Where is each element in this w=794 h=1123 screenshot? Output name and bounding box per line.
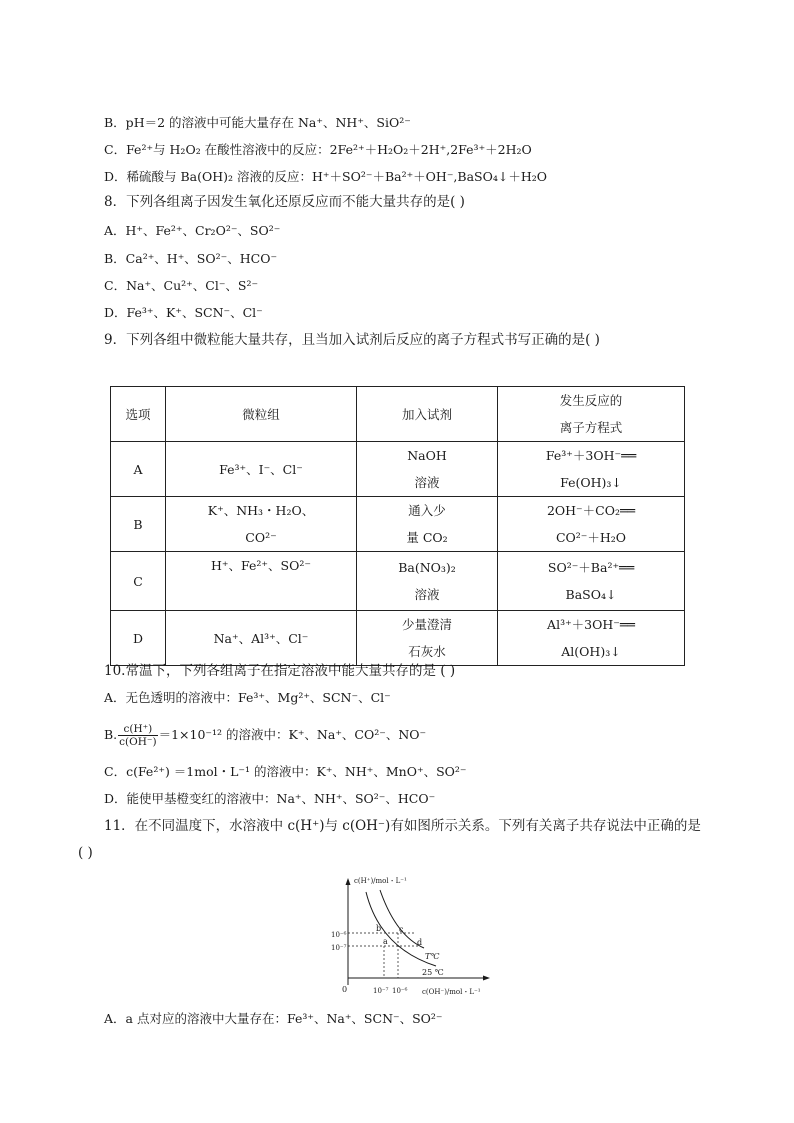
reagent-cell	[357, 611, 498, 666]
header-reagent: 加入试剂	[357, 387, 498, 442]
header-equation	[498, 387, 685, 442]
curve-label-t: T℃	[425, 952, 440, 961]
option-label: A	[111, 442, 166, 497]
table-row	[111, 611, 685, 666]
q10-option-b-prefix: B.	[104, 727, 118, 742]
reagent-line2: 溶液	[414, 475, 440, 490]
y-axis-label: c(H⁺)/mol・L⁻¹	[354, 877, 407, 885]
table-row	[111, 497, 685, 552]
question-11: 11．在不同温度下，水溶液中 c(H⁺)与 c(OH⁻)有如图所示关系。下列有关离子共存说法中正确的是	[104, 818, 701, 834]
ions-cell	[166, 497, 357, 552]
q10-option-d: D．能使甲基橙变红的溶液中：Na⁺、NH⁺、SO²⁻、HCO⁻	[104, 791, 436, 806]
equation-cell	[498, 497, 685, 552]
table-row	[111, 552, 685, 611]
point-label-d: d	[417, 938, 423, 947]
q7-option-d: D．稀硫酸与 Ba(OH)₂ 溶液的反应：H⁺＋SO²⁻＋Ba²⁺＋OH⁻,BaSO₄↓＋H₂O	[104, 169, 547, 184]
q8-option-b: B．Ca²⁺、H⁺、SO²⁻、HCO⁻	[104, 251, 278, 266]
q8-option-a: A．H⁺、Fe²⁺、Cr₂O²⁻、SO²⁻	[104, 223, 281, 238]
q9-options-table	[110, 386, 685, 666]
equation-line2: Al(OH)₃↓	[561, 644, 621, 659]
ratio-fraction	[118, 723, 157, 748]
reagent-cell	[357, 497, 498, 552]
equation-line1: Fe³⁺＋3OH⁻══	[545, 448, 637, 463]
reagent-cell	[357, 442, 498, 497]
equation-line1: Al³⁺＋3OH⁻══	[547, 617, 635, 632]
ions-cell	[166, 552, 357, 611]
ions-text: H⁺、Fe²⁺、SO²⁻	[211, 558, 311, 573]
q11-option-a: A．a 点对应的溶液中大量存在：Fe³⁺、Na⁺、SCN⁻、SO²⁻	[104, 1011, 443, 1026]
ions-line1: K⁺、NH₃・H₂O、	[207, 503, 315, 518]
fraction-numerator: c(H⁺)	[118, 723, 157, 736]
q7-option-c: C．Fe²⁺与 H₂O₂ 在酸性溶液中的反应：2Fe²⁺＋H₂O₂＋2H⁺,2Fe³⁺＋2H₂O	[104, 142, 532, 157]
reagent-line1: 通入少	[408, 503, 446, 518]
equation-line2: Fe(OH)₃↓	[560, 475, 622, 490]
option-label: B	[111, 497, 166, 552]
equation-line1: 2OH⁻＋CO₂══	[546, 503, 636, 518]
ions-cell	[166, 442, 357, 497]
y-tick-label: 10⁻⁶	[331, 931, 347, 939]
equation-cell	[498, 552, 685, 611]
q10-option-a: A．无色透明的溶液中：Fe³⁺、Mg²⁺、SCN⁻、Cl⁻	[104, 690, 391, 705]
y-axis-arrow-icon	[346, 878, 351, 885]
fraction-denominator: c(OH⁻)	[119, 736, 157, 748]
point-label-c: c	[399, 925, 404, 934]
water-ionization-chart	[328, 870, 498, 1000]
table-header-row	[111, 387, 685, 442]
q8-option-c: C．Na⁺、Cu²⁺、Cl⁻、S²⁻	[104, 278, 259, 293]
equation-cell	[498, 442, 685, 497]
header-equation-line2: 离子方程式	[559, 420, 623, 435]
question-8: 8．下列各组离子因发生氧化还原反应而不能大量共存的是( )	[104, 194, 465, 210]
equation-cell	[498, 611, 685, 666]
curve-label-25c: 25 ℃	[422, 968, 444, 977]
reagent-line2: 溶液	[414, 587, 440, 602]
question-9: 9．下列各组中微粒能大量共存，且当加入试剂后反应的离子方程式书写正确的是( )	[104, 332, 600, 348]
x-tick-label: 10⁻⁷	[373, 987, 389, 995]
point-label-a: a	[383, 937, 388, 946]
table-row	[111, 442, 685, 497]
equation-line1: SO²⁻＋Ba²⁺══	[547, 560, 635, 575]
question-10: 10.常温下，下列各组离子在指定溶液中能大量共存的是 ( )	[104, 663, 456, 679]
header-option: 选项	[111, 387, 166, 442]
question-11-paren: ( )	[78, 845, 93, 861]
q10-option-b	[104, 720, 426, 750]
ions-text: Fe³⁺、I⁻、Cl⁻	[219, 462, 303, 477]
option-label: D	[111, 611, 166, 666]
reagent-line2: 石灰水	[408, 644, 446, 659]
equation-line2: CO²⁻＋H₂O	[555, 530, 627, 545]
reagent-line2: 量 CO₂	[406, 530, 448, 545]
x-axis-label: c(OH⁻)/mol・L⁻¹	[422, 988, 481, 996]
q8-option-d: D．Fe³⁺、K⁺、SCN⁻、Cl⁻	[104, 305, 263, 320]
x-tick-label: 10⁻⁶	[392, 987, 408, 995]
reagent-line1: Ba(NO₃)₂	[398, 560, 456, 575]
y-tick-label: 10⁻⁷	[331, 944, 347, 952]
x-axis-arrow-icon	[483, 976, 490, 981]
q10-option-b-rest: ＝1×10⁻¹² 的溶液中：K⁺、Na⁺、CO²⁻、NO⁻	[158, 727, 427, 742]
ions-text: Na⁺、Al³⁺、Cl⁻	[213, 631, 309, 646]
option-label: C	[111, 552, 166, 611]
q10-option-c: C．c(Fe²⁺) ＝1mol・L⁻¹ 的溶液中：K⁺、NH⁺、MnO⁺、SO²⁻	[104, 764, 467, 779]
reagent-line1: NaOH	[407, 448, 447, 463]
header-equation-line1: 发生反应的	[559, 393, 623, 408]
origin-label: 0	[342, 985, 348, 994]
reagent-cell	[357, 552, 498, 611]
ions-cell	[166, 611, 357, 666]
reagent-line1: 少量澄清	[401, 617, 452, 632]
equation-line2: BaSO₄↓	[565, 587, 617, 602]
header-ions: 微粒组	[166, 387, 357, 442]
ions-line2: CO²⁻	[245, 530, 277, 545]
point-label-b: b	[376, 924, 382, 933]
q7-option-b: B．pH＝2 的溶液中可能大量存在 Na⁺、NH⁺、SiO²⁻	[104, 115, 411, 130]
